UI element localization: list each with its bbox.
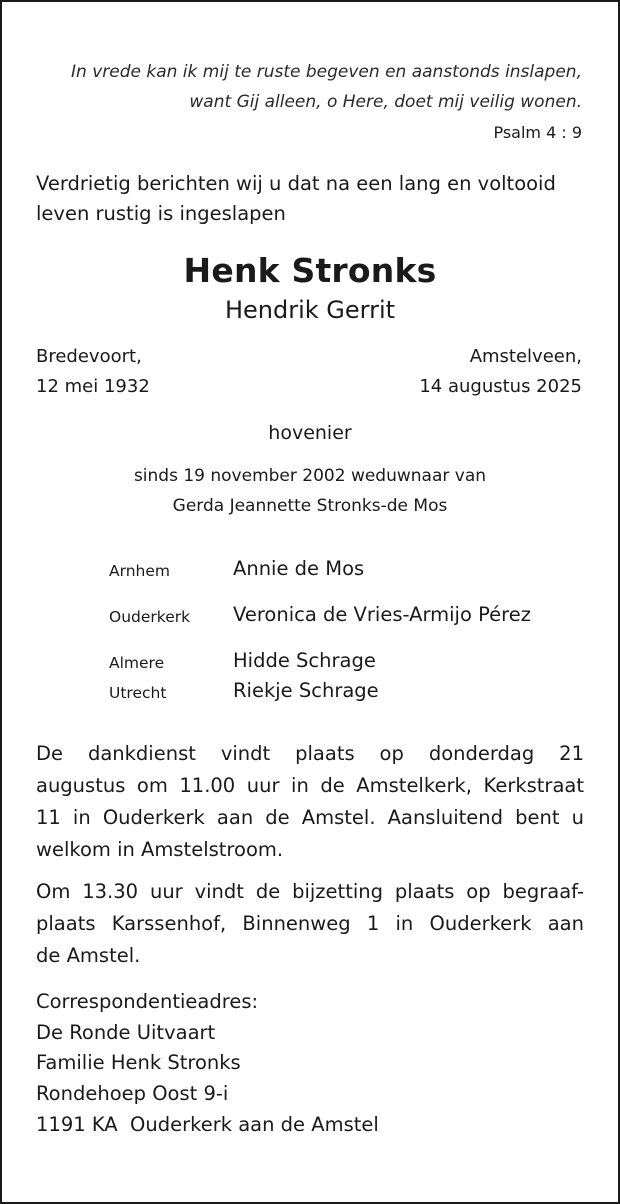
relative-place: Arnhem xyxy=(109,562,170,580)
relative-name: Hidde Schrage xyxy=(233,649,376,672)
service-line-1: De dankdienst vindt plaats op donderdag 21 xyxy=(36,742,584,765)
correspondence-line-2: Familie Henk Stronks xyxy=(36,1051,241,1074)
relative-place: Almere xyxy=(109,654,165,672)
birth-date: 12 mei 1932 xyxy=(36,376,150,397)
intro-line-1: Verdrietig berichten wij u dat na een lang en voltooid xyxy=(36,172,556,195)
widower-line-1: sinds 19 november 2002 weduwnaar van xyxy=(133,466,487,486)
service-paragraph xyxy=(36,738,584,866)
relative-name: Veronica de Vries-Armijo Pérez xyxy=(233,603,531,626)
service-line-2: augustus om 11.00 uur in de Amstelkerk, Kerkstraat xyxy=(36,774,584,797)
quote-line-1: In vrede kan ik mij te ruste begeven en aanstonds inslapen, xyxy=(71,62,582,82)
death-date: 14 augustus 2025 xyxy=(419,376,582,397)
correspondence-label: Correspondentieadres: xyxy=(36,990,259,1013)
burial-paragraph xyxy=(36,876,584,972)
death-place: Amstelveen, xyxy=(469,346,582,367)
correspondence-line-1: De Ronde Uitvaart xyxy=(36,1021,216,1044)
relative-name: Riekje Schrage xyxy=(233,679,379,702)
deceased-name: Henk Stronks xyxy=(183,251,437,290)
deceased-full-name: Hendrik Gerrit xyxy=(224,296,396,324)
service-line-4: welkom in Amstelstroom. xyxy=(36,838,284,861)
relative-name: Annie de Mos xyxy=(233,557,365,580)
correspondence-line-3: Rondehoep Oost 9-i xyxy=(36,1082,229,1105)
profession: hovenier xyxy=(268,422,352,444)
quote-source: Psalm 4 : 9 xyxy=(493,123,582,142)
intro-line-2: leven rustig is ingeslapen xyxy=(36,202,286,225)
quote-line-2: want Gij alleen, o Here, doet mij veilig wonen. xyxy=(189,92,582,112)
burial-line-1: Om 13.30 uur vindt de bijzetting plaats op begraaf- xyxy=(36,880,584,903)
birth-place: Bredevoort, xyxy=(36,346,142,367)
widower-line-2: Gerda Jeannette Stronks-de Mos xyxy=(172,496,448,516)
service-line-3: 11 in Ouderkerk aan de Amstel. Aansluitend bent u xyxy=(36,806,584,829)
burial-line-2: plaats Karssenhof, Binnenweg 1 in Ouderkerk aan xyxy=(36,912,584,935)
relative-place: Utrecht xyxy=(109,684,167,702)
burial-line-3: de Amstel. xyxy=(36,944,141,967)
correspondence-line-4: 1191 KA Ouderkerk aan de Amstel xyxy=(36,1113,379,1136)
relative-place: Ouderkerk xyxy=(109,608,191,626)
